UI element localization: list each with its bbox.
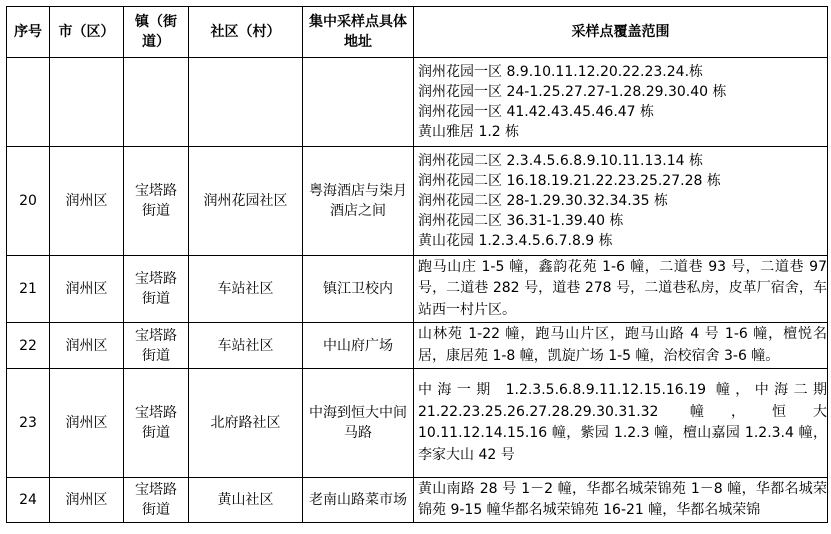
table-row xyxy=(7,323,828,369)
range-line: 润州花园一区 8.9.10.11.12.20.22.23.24.栋 xyxy=(418,64,704,80)
cell-town: 宝塔路街道 xyxy=(124,256,189,323)
range-line: 黄山花园 1.2.3.4.5.6.7.8.9 栋 xyxy=(418,233,613,249)
cell-site: 中山府广场 xyxy=(303,323,414,369)
header-city: 市（区） xyxy=(50,7,124,58)
cell-community: 北府路社区 xyxy=(189,369,303,478)
header-site: 集中采样点具体地址 xyxy=(303,7,414,58)
table-row xyxy=(7,58,828,147)
header-row xyxy=(7,7,828,58)
cell-city: 润州区 xyxy=(50,478,124,523)
cell-site: 粤海酒店与柒月酒店之间 xyxy=(303,147,414,256)
cell-city: 润州区 xyxy=(50,147,124,256)
range-line: 润州花园二区 2.3.4.5.6.8.9.10.11.13.14 栋 xyxy=(418,153,704,169)
cell-town: 宝塔路街道 xyxy=(124,478,189,523)
table-row xyxy=(7,369,828,478)
range-line: 黄山雅居 1.2 栋 xyxy=(418,124,520,140)
table-row xyxy=(7,147,828,256)
cell-community: 润州花园社区 xyxy=(189,147,303,256)
cell-range xyxy=(414,369,828,478)
cell-range xyxy=(414,478,828,523)
cell-city: 润州区 xyxy=(50,369,124,478)
cell-site xyxy=(303,58,414,147)
header-seq: 序号 xyxy=(7,7,50,58)
header-range: 采样点覆盖范围 xyxy=(414,7,828,58)
header-town: 镇（街道） xyxy=(124,7,189,58)
cell-town xyxy=(124,58,189,147)
table-row xyxy=(7,256,828,323)
cell-community: 车站社区 xyxy=(189,256,303,323)
cell-site: 中海到恒大中间马路 xyxy=(303,369,414,478)
cell-town: 宝塔路街道 xyxy=(124,369,189,478)
cell-community: 黄山社区 xyxy=(189,478,303,523)
cell-seq: 20 xyxy=(7,147,50,256)
cell-seq: 23 xyxy=(7,369,50,478)
range-text: 跑马山庄 1-5 幢，鑫韵花苑 1-6 幢，二道巷 93 号，二道巷 97 号，二道巷 282 号，道巷 278 号，二道巷私房，皮革厂宿舍，车站西一村片区。 xyxy=(418,258,827,318)
header-community: 社区（村） xyxy=(189,7,303,58)
range-text: 黄山南路 28 号 1－2 幢，华都名城荣锦苑 1－8 幢，华都名城荣锦苑 9-15 幢华都名城荣锦苑 16-21 幢，华都名城荣锦 xyxy=(418,480,827,518)
cell-city: 润州区 xyxy=(50,323,124,369)
range-line: 润州花园二区 36.31-1.39.40 栋 xyxy=(418,213,624,229)
table-row xyxy=(7,478,828,523)
sampling-sites-table xyxy=(6,6,828,523)
cell-range xyxy=(414,147,828,256)
cell-seq: 22 xyxy=(7,323,50,369)
cell-seq: 21 xyxy=(7,256,50,323)
cell-site: 镇江卫校内 xyxy=(303,256,414,323)
cell-town: 宝塔路街道 xyxy=(124,323,189,369)
range-text: 中海一期 1.2.3.5.6.8.9.11.12.15.16.19 幢，中海二期 21.22.23.25.26.27.28.29.30.31.32 幢，恒大 10.11.12.14.15.16 幢，紫园 1.2.3 幢，檀山嘉园 1.2.3.4 幢，李家大山 42 号 xyxy=(418,382,827,463)
range-line: 润州花园二区 28-1.29.30.32.34.35 栋 xyxy=(418,193,668,209)
cell-site: 老南山路菜市场 xyxy=(303,478,414,523)
cell-town: 宝塔路街道 xyxy=(124,147,189,256)
cell-range xyxy=(414,58,828,147)
range-text: 山林苑 1-22 幢，跑马山片区，跑马山路 4 号 1-6 幢，檀悦名居，康居苑 1-8 幢，凯旋广场 1-5 幢，治校宿舍 3-6 幢。 xyxy=(418,326,827,364)
range-line: 润州花园一区 24-1.25.27.27-1.28.29.30.40 栋 xyxy=(418,84,727,100)
cell-range xyxy=(414,256,828,323)
cell-range xyxy=(414,323,828,369)
cell-city xyxy=(50,58,124,147)
cell-community xyxy=(189,58,303,147)
cell-community: 车站社区 xyxy=(189,323,303,369)
cell-seq xyxy=(7,58,50,147)
range-line: 润州花园一区 41.42.43.45.46.47 栋 xyxy=(418,104,655,120)
cell-seq: 24 xyxy=(7,478,50,523)
range-line: 润州花园二区 16.18.19.21.22.23.25.27.28 栋 xyxy=(418,173,721,189)
cell-city: 润州区 xyxy=(50,256,124,323)
